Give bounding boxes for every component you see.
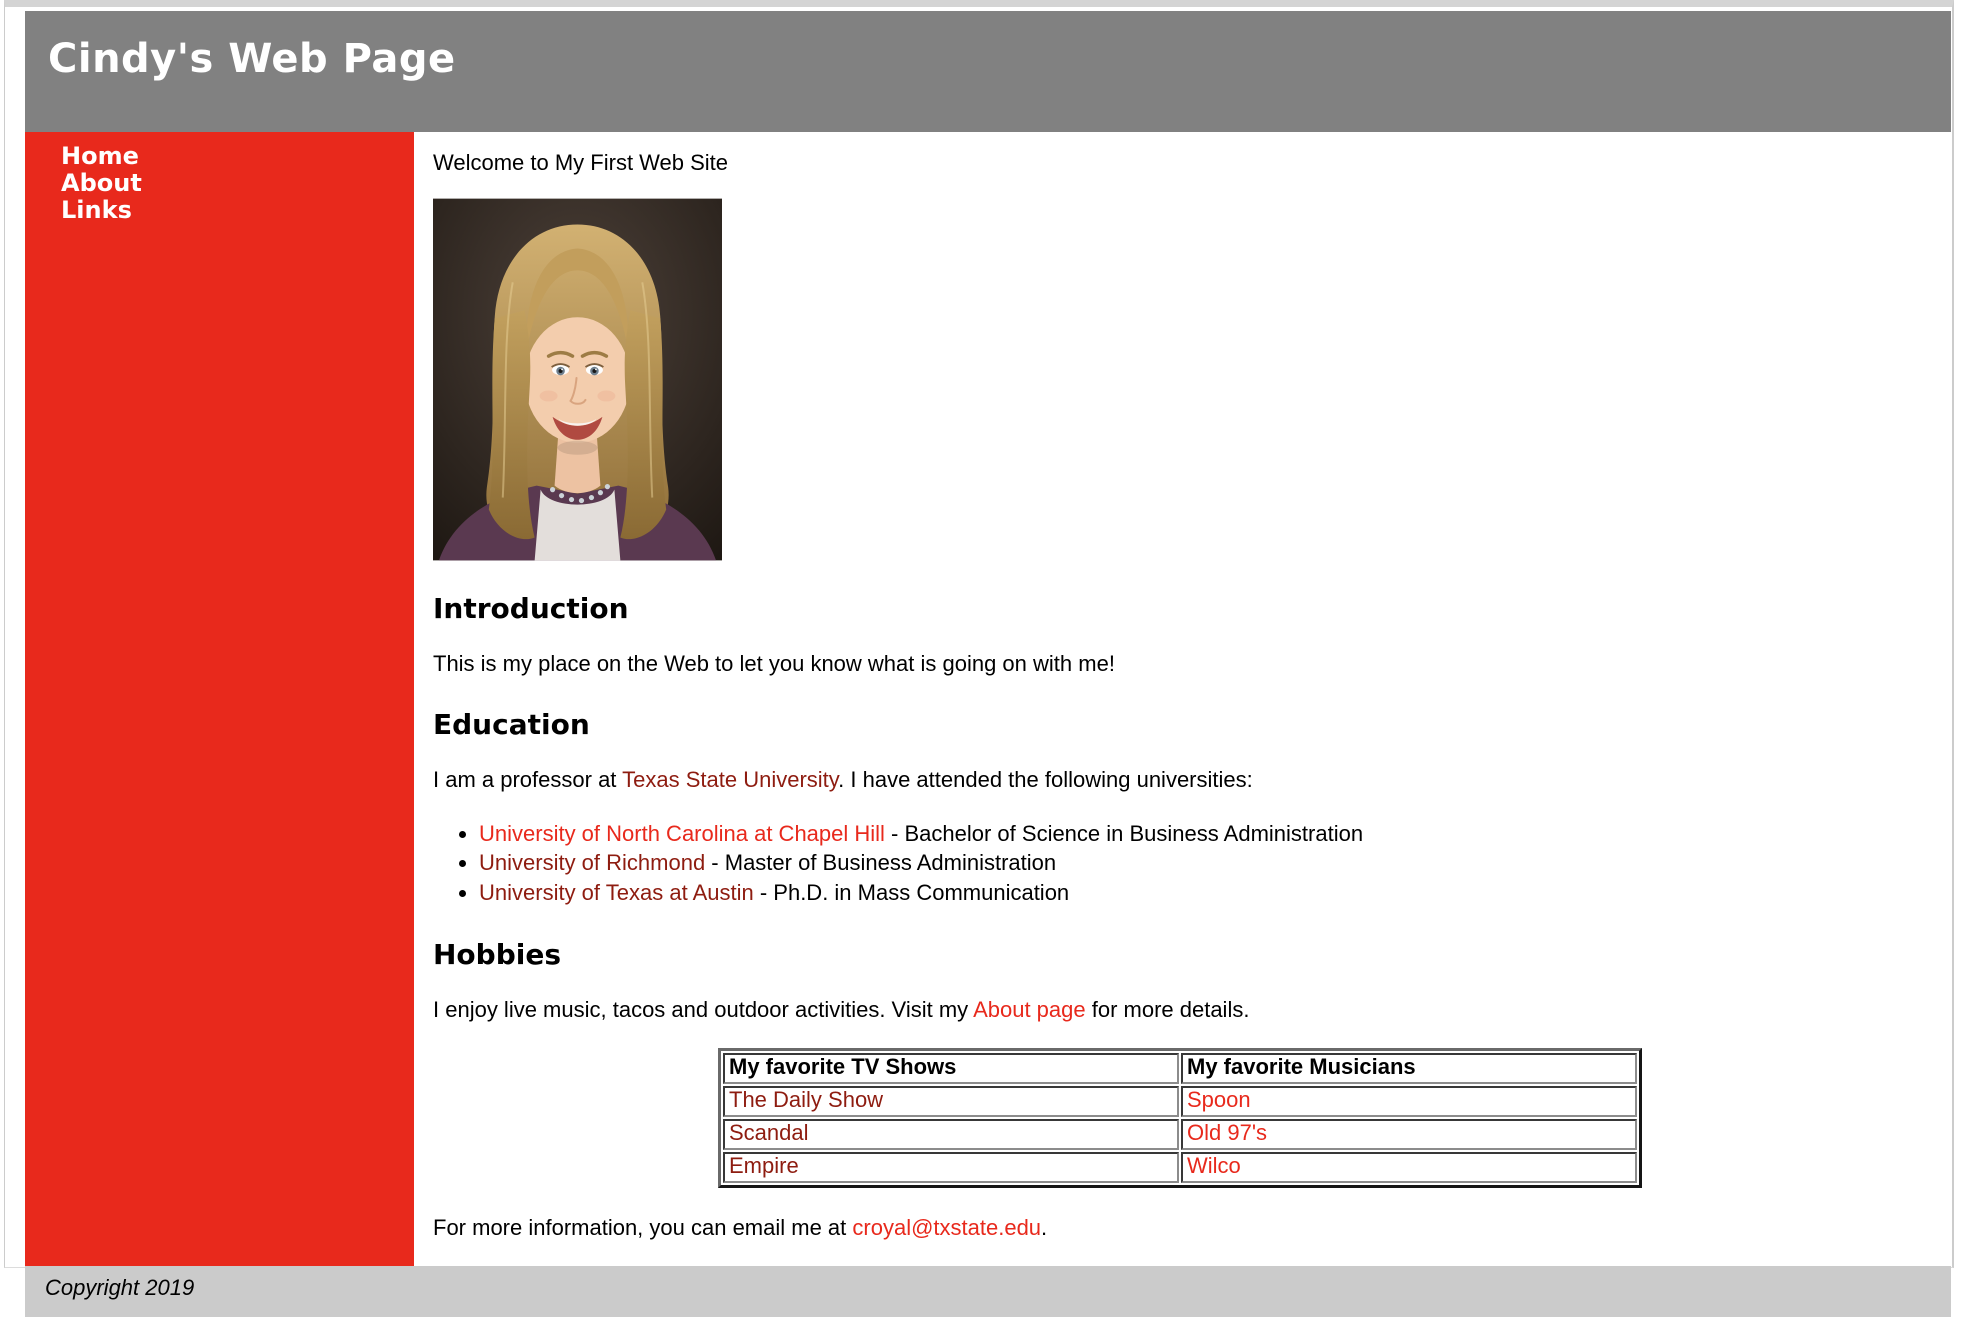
musician-cell xyxy=(1181,1152,1637,1183)
introduction-text: This is my place on the Web to let you know what is going on with me! xyxy=(433,650,1115,676)
unc-chapel-hill-link[interactable]: University of North Carolina at Chapel Hill xyxy=(479,820,885,846)
page-header xyxy=(25,11,1951,132)
section-heading-education: Education xyxy=(433,708,590,741)
degree-text: - Ph.D. in Mass Communication xyxy=(753,879,1070,905)
portrait-photo xyxy=(433,198,722,561)
favorites-table xyxy=(718,1048,1642,1189)
welcome-text: Welcome to My First Web Site xyxy=(433,150,729,175)
musician-link[interactable]: Spoon xyxy=(1187,1086,1251,1112)
browser-viewport xyxy=(4,0,1954,1300)
tv-show-link[interactable]: Scandal xyxy=(729,1119,809,1145)
tv-show-link[interactable]: The Daily Show xyxy=(729,1086,884,1112)
ut-austin-link[interactable]: University of Texas at Austin xyxy=(479,879,754,905)
main-content xyxy=(414,132,1951,1266)
page-footer xyxy=(25,1266,1951,1317)
tv-show-cell xyxy=(723,1086,1179,1117)
musician-link[interactable]: Old 97's xyxy=(1187,1119,1268,1145)
sidebar-item-about[interactable]: About xyxy=(61,169,142,197)
about-page-link[interactable]: About page xyxy=(973,997,1086,1022)
table-header-row xyxy=(723,1053,1637,1084)
list-item xyxy=(479,848,1927,878)
hobbies-prefix: I enjoy live music, tacos and outdoor activities. Visit my xyxy=(433,997,974,1022)
list-item xyxy=(479,819,1927,849)
sidebar-item-links[interactable]: Links xyxy=(61,196,132,224)
tv-show-cell xyxy=(723,1152,1179,1183)
section-heading-introduction: Introduction xyxy=(433,591,629,625)
texas-state-university-link[interactable]: Texas State University xyxy=(622,767,839,792)
table-header-tv-shows: My favorite TV Shows xyxy=(723,1053,1179,1084)
content-row xyxy=(25,132,1951,1266)
education-intro-prefix: I am a professor at xyxy=(433,767,623,792)
tv-show-link[interactable]: Empire xyxy=(729,1153,799,1179)
degree-text: - Bachelor of Science in Business Administration xyxy=(884,820,1364,846)
musician-cell xyxy=(1181,1086,1637,1117)
education-intro-suffix: . I have attended the following universities: xyxy=(838,767,1253,792)
university-of-richmond-link[interactable]: University of Richmond xyxy=(479,850,706,875)
contact-suffix: . xyxy=(1041,1215,1048,1241)
musician-link[interactable]: Wilco xyxy=(1187,1153,1241,1179)
section-heading-hobbies: Hobbies xyxy=(433,938,562,971)
email-link[interactable]: croyal@txstate.edu xyxy=(852,1215,1042,1241)
table-row xyxy=(723,1152,1637,1183)
universities-list xyxy=(433,819,1927,908)
hobbies-text xyxy=(433,996,1927,1024)
site-title: Cindy's Web Page xyxy=(48,36,456,82)
list-item xyxy=(479,878,1927,908)
copyright-text: Copyright 2019 xyxy=(45,1274,195,1300)
sidebar-nav xyxy=(25,132,414,1266)
table-row xyxy=(723,1119,1637,1150)
page-container xyxy=(25,11,1951,1317)
education-intro xyxy=(433,766,1927,794)
contact-text xyxy=(433,1214,1927,1242)
table-header-musicians: My favorite Musicians xyxy=(1181,1053,1637,1084)
musician-cell xyxy=(1181,1119,1637,1150)
degree-text: - Master of Business Administration xyxy=(705,850,1057,875)
tv-show-cell xyxy=(723,1119,1179,1150)
table-row xyxy=(723,1086,1637,1117)
hobbies-suffix: for more details. xyxy=(1085,997,1250,1022)
contact-prefix: For more information, you can email me at xyxy=(433,1215,853,1241)
sidebar-item-home[interactable]: Home xyxy=(61,142,139,170)
